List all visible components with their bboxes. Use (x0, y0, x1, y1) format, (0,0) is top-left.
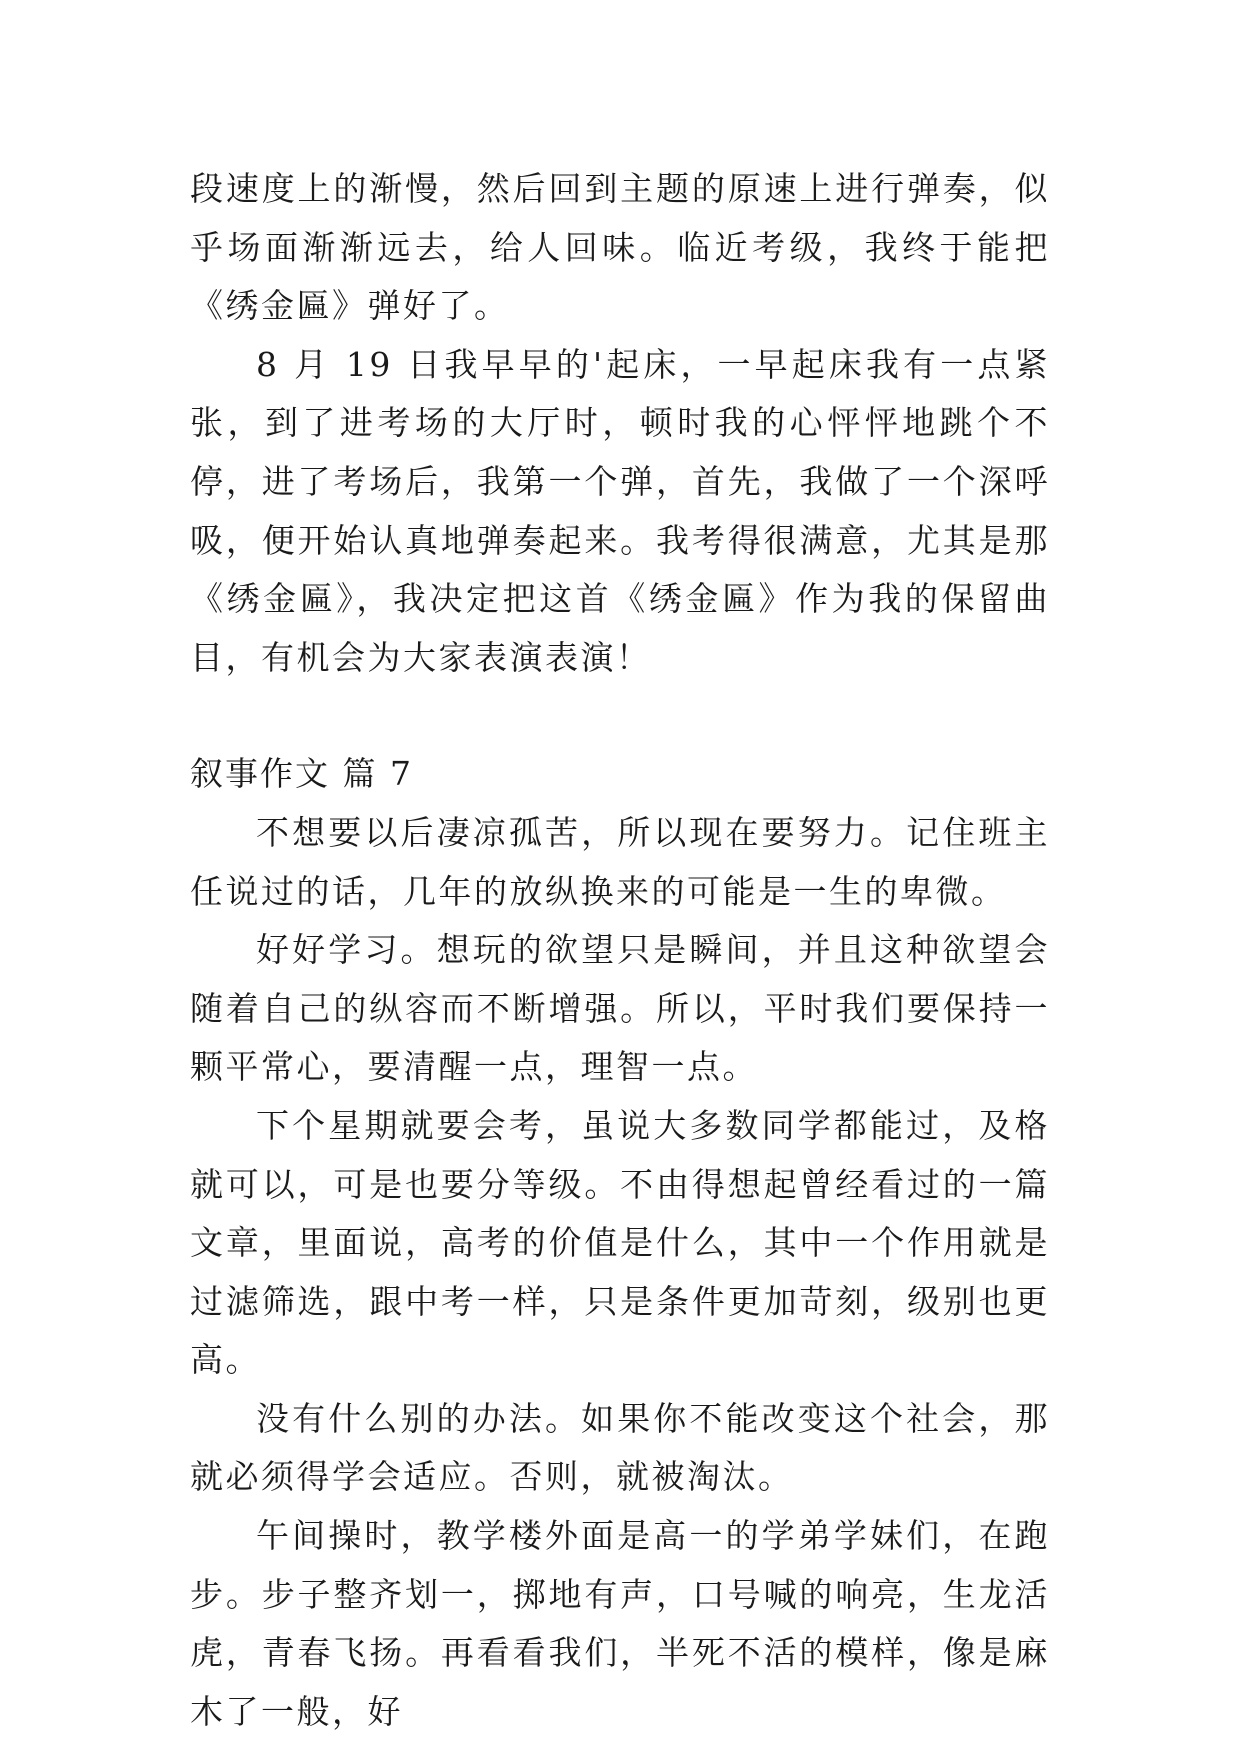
document-body (190, 160, 1050, 1741)
paragraph: 不想要以后凄凉孤苦，所以现在要努力。记住班主任说过的话，几年的放纵换来的可能是一生的卑微。 (190, 812, 1050, 911)
paragraph: 好好学习。想玩的欲望只是瞬间，并且这种欲望会随着自己的纵容而不断增强。所以，平时我们要保持一颗平常心，要清醒一点，理智一点。 (190, 930, 1050, 1087)
paragraph: 没有什么别的办法。如果你不能改变这个社会，那就必须得学会适应。否则，就被淘汰。 (190, 1398, 1050, 1497)
paragraph-continued: 段速度上的渐慢，然后回到主题的原速上进行弹奏，似乎场面渐渐远去，给人回味。临近考级，我终于能把《绣金匾》弹好了。 (190, 169, 1050, 326)
paragraph: 午间操时，教学楼外面是高一的学弟学妹们，在跑步。步子整齐划一，掷地有声，口号喊的响亮，生龙活虎，青春飞扬。再看看我们，半死不活的模样，像是麻木了一般，好 (190, 1516, 1050, 1731)
section-heading: 叙事作文 篇 7 (190, 754, 413, 794)
paragraph: 8 月 19 日我早早的'起床，一早起床我有一点紧张，到了进考场的大厅时，顿时我的心怦怦地跳个不停，进了考场后，我第一个弹，首先，我做了一个深呼吸，便开始认真地弹奏起来。我考得很满意，尤其是那《绣金匾》，我决定把这首《绣金匾》作为我的保留曲目，有机会为大家表演表演！ (190, 344, 1050, 677)
paragraph: 下个星期就要会考，虽说大多数同学都能过，及格就可以，可是也要分等级。不由得想起曾经看过的一篇文章，里面说，高考的价值是什么，其中一个作用就是过滤筛选，跟中考一样，只是条件更加苛刻，级别也更高。 (190, 1105, 1050, 1380)
